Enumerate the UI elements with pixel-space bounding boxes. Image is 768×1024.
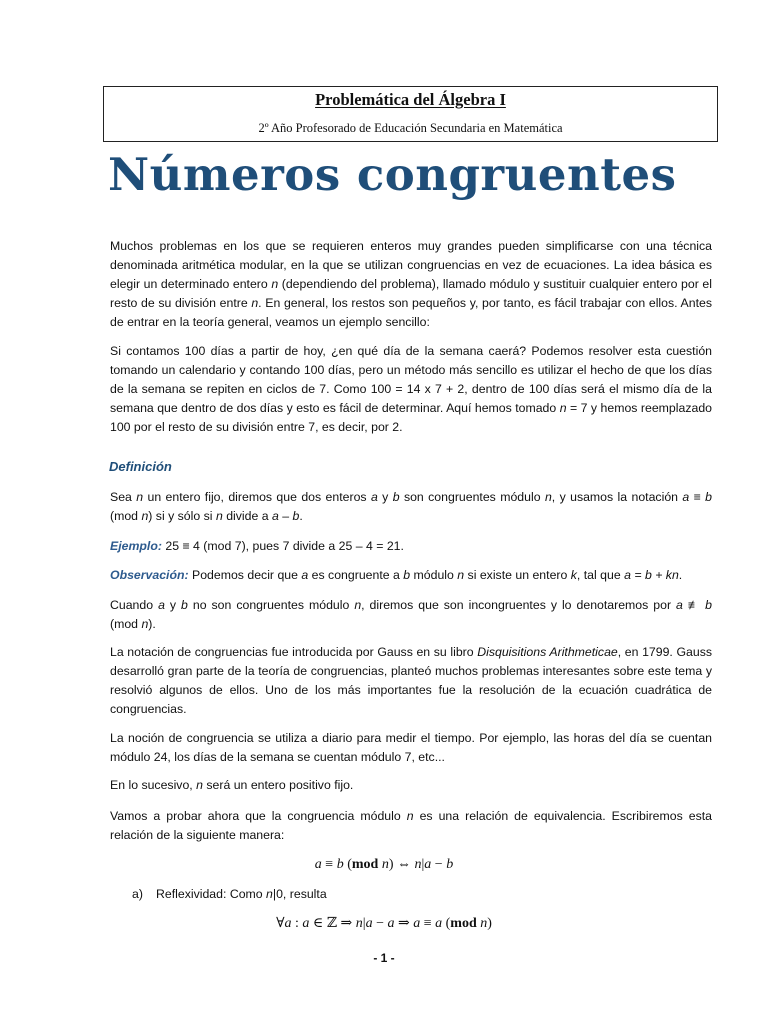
history-paragraph: La notación de congruencias fue introducida por Gauss en su libro Disquisitions Arithmeticae, en 1799. Gauss desarrolló gran parte de la teoría de congruencias, planteó muchos problemas interesantes sobre este tema y resolvió algunos de ellos. Uno de los más importantes fue la resolución de la ecuación cuadrática de congruencias. [110, 645, 712, 717]
observation-paragraph: Observación: Podemos decir que a es congruente a b módulo n si existe un entero k, tal que a = b + kn. [110, 568, 683, 582]
henceforth-paragraph: En lo sucesivo, n será un entero positivo fijo. [110, 778, 354, 792]
intro-paragraph-1: Muchos problemas en los que se requieren enteros muy grandes pueden simplificarse con una técnica denominada aritmética modular, en la que se utilizan congruencias en vez de ecuaciones. La idea básica es elegir un determinado entero n (dependiendo del problema), llamado módulo y sustituir cualquier entero por el resto de su división entre n. En general, los restos son pequeños y, por tanto, es fácil trabajar con ellos. Antes de entrar en la teoría general, veamos un ejemplo sencillo: [110, 239, 712, 330]
congruence-formula: a ≡ b (mod n) ⇔ n|a − b [314, 857, 454, 872]
intro-paragraph-2: Si contamos 100 días a partir de hoy, ¿en qué día de la semana caerá? Podemos resolver esta cuestión tomando un calendario y contando 100 días, pero un método más sencillo es utilizar el hecho de que los días de la semana se repiten en ciclos de 7. Como 100 = 14 x 7 + 2, dentro de 100 días será el mismo día de la semana que dentro de dos días y esto es fácil de determinar. Aquí hemos tomado n = 7 y hemos reemplazado 100 por el resto de su división entre 7, es decir, por 2. [110, 344, 712, 435]
course-subtitle: 2º Año Profesorado de Educación Secundaria en Matemática [258, 121, 563, 135]
example-label: Ejemplo: [110, 539, 162, 553]
document-title: Números congruentes [108, 148, 677, 201]
page-number: - 1 - [373, 951, 395, 965]
equivalence-paragraph: Vamos a probar ahora que la congruencia módulo n es una relación de equivalencia. Escribiremos esta relación de la siguiente manera: [110, 809, 712, 843]
daily-use-paragraph: La noción de congruencia se utiliza a diario para medir el tiempo. Por ejemplo, las horas del día se cuentan módulo 24, los días de la semana se cuentan módulo 7, etc... [110, 731, 712, 765]
observation-label: Observación: [110, 568, 189, 582]
incongruent-paragraph: Cuando a y b no son congruentes módulo n, diremos que son incongruentes y lo denotaremos por a ≢ b (mod n). [110, 598, 712, 632]
reflexivity-formula: ∀a : a ∈ ℤ ⇒ n|a − a ⇒ a ≡ a (mod n) [276, 916, 492, 931]
course-title: Problemática del Álgebra I [315, 90, 506, 109]
example-paragraph: Ejemplo: 25 ≡ 4 (mod 7), pues 7 divide a 25 – 4 = 21. [110, 539, 404, 553]
course-header-box [103, 86, 718, 142]
definition-paragraph: Sea n un entero fijo, diremos que dos enteros a y b son congruentes módulo n, y usamos la notación a ≡ b (mod n) si y sólo si n divide a a – b. [110, 490, 713, 524]
definition-heading: Definición [109, 459, 172, 474]
list-item-reflexivity: a) Reflexividad: Como n|0, resulta [132, 887, 327, 901]
